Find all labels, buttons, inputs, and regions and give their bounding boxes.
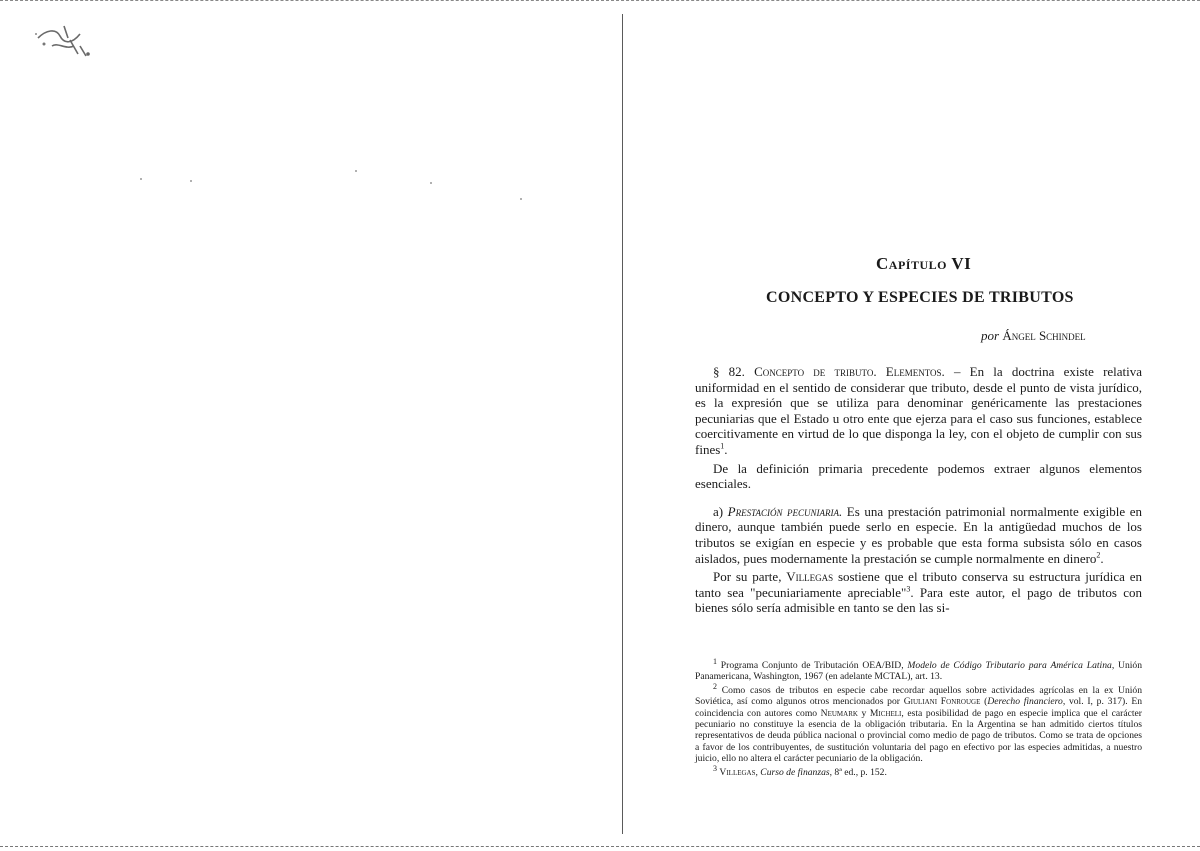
chapter-label: Capítulo VI	[876, 254, 972, 273]
paragraph-end: . Para este autor, el pago de tributos con bienes sólo sería admisible en tanto se den las si-	[695, 584, 1142, 616]
scan-smudge	[30, 16, 100, 66]
footnote-author: Villegas	[719, 766, 756, 778]
footnote-title: Curso de finanzas	[760, 766, 830, 778]
footnote-text: , 8ª ed., p. 152.	[829, 766, 887, 778]
paragraph	[695, 569, 1142, 616]
chapter-title: CONCEPTO Y ESPECIES DE TRIBUTOS	[766, 289, 1074, 306]
scan-speck	[355, 170, 357, 172]
author-name: Ángel Schindel	[1002, 328, 1086, 343]
right-page	[626, 0, 1200, 851]
paragraph-text: Es una prestación patrimonial normalmente exigible en dinero, aunque también puede serlo en especie. En la antigüedad muchos de los tributos se exigían en especie y es probable que esta forma subsista sólo en casos aislados, pues modernamente la prestación se cumple normalmente en dinero	[695, 503, 1143, 566]
footnote-number: 2	[713, 681, 717, 691]
section-number: § 82.	[713, 364, 745, 379]
footnote-ref: 3	[906, 584, 911, 594]
scan-speck	[520, 198, 522, 200]
section-heading: Concepto de tributo.	[754, 364, 877, 379]
footnote-author: Neumark	[820, 707, 858, 719]
paragraph-end: .	[724, 441, 728, 457]
footnote-text: (	[980, 696, 988, 708]
paragraph-text: Por su parte,	[713, 569, 787, 585]
footnote-text: , Unión Panamericana, Washington, 1967 (en adelante MCTAL), art. 13.	[695, 660, 1142, 683]
footnote-ref: 1	[720, 441, 725, 451]
footnote-number: 1	[713, 656, 717, 666]
footnote-text: , vol. I, p. 317). En coincidencia con autores como	[695, 696, 1142, 719]
scan-speck	[140, 178, 142, 180]
footnote-text: , esta posibilidad de pago en especie implica que el carácter pecuniario no constituye la esencia de la obligación tributaria. En la Argentina se han admitido ciertos títulos representativos de deuda pública nacional o provincial como medio de pago de tributos. Como se trata de opciones a favor de los contribuyentes, de sustitución voluntaria del pago en efectivo por las especies admitidas, a nuestro juicio, ello no altera el carácter pecuniario de la obligación.	[695, 707, 1142, 765]
scan-speck	[190, 180, 192, 182]
footnote-title: Modelo de Código Tributario para América Latina	[907, 660, 1112, 671]
author-prefix: por	[981, 328, 1000, 343]
paragraph-item-a	[695, 504, 1142, 566]
footnote-author: Giuliani Fonrouge	[903, 696, 981, 708]
footnote-number: 3	[713, 763, 717, 773]
footnote-3	[695, 763, 1142, 778]
paragraph-text: De la definición primaria precedente podemos extraer algunos elementos esenciales.	[695, 460, 1142, 492]
body-text	[695, 364, 1142, 616]
footnote-text: ,	[755, 766, 761, 778]
paragraph	[695, 461, 1142, 492]
item-heading: Prestación pecuniaria.	[727, 503, 843, 519]
scan-speck	[430, 182, 432, 184]
paragraph-text: sostiene que el tributo conserva su estructura jurídica en tanto sea "pecuniariamente apreciable"	[695, 569, 1142, 600]
footnotes	[695, 656, 1142, 780]
section-subheading: Elementos.	[885, 364, 945, 379]
item-marker: a)	[713, 503, 724, 519]
paragraph-end: .	[1100, 550, 1104, 566]
footnote-text: Como casos de tributos en especie cabe recordar aquellos sobre actividades agrícolas en la ex Unión Soviética, así como algunos otros mencionados por	[695, 684, 1142, 708]
footnote-author: Micheli	[869, 707, 902, 719]
footnote-1	[695, 656, 1142, 683]
footnote-2	[695, 681, 1142, 765]
cited-author: Villegas	[786, 569, 834, 585]
footnote-ref: 2	[1096, 550, 1101, 560]
footnote-title: Derecho financiero	[987, 696, 1063, 708]
paragraph-82	[695, 364, 1142, 458]
footnote-text: Programa Conjunto de Tributación OEA/BID,	[717, 660, 908, 671]
footnote-text: y	[857, 707, 870, 719]
paragraph-text: – En la doctrina existe relativa uniformidad en el sentido de considerar que tributo, desde el punto de vista jurídico, es la expresión que se utiliza para denominar genéricamente las prestaciones pecuniarias que el Estado u otro ente que ejerza para el caso sus funciones, establece coercitivamente en virtud de lo que disponga la ley, con el objeto de cumplir con sus fines	[695, 364, 1143, 457]
chapter-author	[981, 328, 1086, 344]
